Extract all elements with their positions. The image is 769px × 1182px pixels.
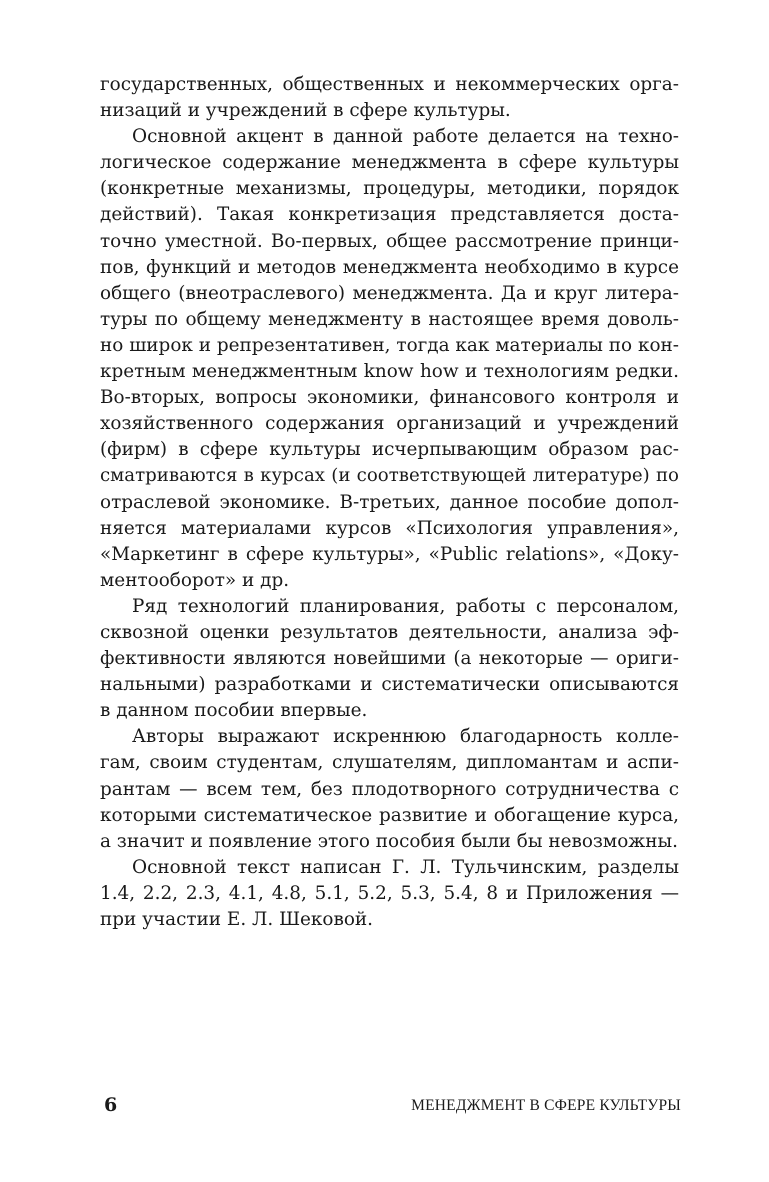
text-line: кретным менеджментным know how и технологиям редки. (100, 361, 679, 383)
text-line: сквозной оценки результатов деятельности, анализа эф- (100, 621, 679, 643)
text-line: «Маркетинг в сфере культуры», «Public relations», «Доку- (100, 543, 679, 565)
running-title: МЕНЕДЖМЕНТ В СФЕРЕ КУЛЬТУРЫ (411, 1097, 681, 1114)
text-line: (конкретные механизмы, процедуры, методики, порядок (100, 178, 679, 200)
text-line: Ряд технологий планирования, работы с персоналом, (132, 595, 679, 617)
text-line: сматриваются в курсах (и соответствующей литературе) по (100, 465, 679, 487)
page-number: 6 (104, 1094, 118, 1116)
text-line: общего (внеотраслевого) менеджмента. Да и круг литера- (100, 282, 679, 304)
text-line: логическое содержание менеджмента в сфере культуры (100, 152, 679, 174)
text-line: пов, функций и методов менеджмента необходимо в курсе (100, 256, 679, 278)
text-line: (фирм) в сфере культуры исчерпывающим образом рас- (100, 439, 679, 461)
text-line: Основной акцент в данной работе делается на техно- (132, 126, 679, 148)
text-line: Во-вторых, вопросы экономики, финансового контроля и (100, 387, 679, 409)
text-line: туры по общему менеджменту в настоящее время доволь- (100, 308, 679, 330)
text-line: которыми систематическое развитие и обогащение курса, (100, 804, 679, 826)
text-line: но широк и репрезентативен, тогда как материалы по кон- (100, 334, 679, 356)
text-line: низаций и учреждений в сфере культуры. (100, 100, 511, 122)
text-line: точно уместной. Во-первых, общее рассмотрение принци- (100, 230, 679, 252)
text-line: нальными) разработками и систематически описываются (100, 674, 679, 696)
text-line: государственных, общественных и некоммерческих орга- (100, 74, 679, 95)
text-line: 1.4, 2.2, 2.3, 4.1, 4.8, 5.1, 5.2, 5.3, 5.4, 8 и Приложения — (100, 882, 679, 904)
text-line: фективности являются новейшими (а некоторые — ориги- (100, 648, 679, 670)
text-line: при участии Е. Л. Шековой. (100, 909, 374, 930)
text-line: хозяйственного содержания организаций и учреждений (100, 413, 679, 435)
text-line: отраслевой экономике. В-третьих, данное пособие допол- (100, 491, 679, 513)
text-line: ментооборот» и др. (100, 569, 290, 591)
text-line: действий). Такая конкретизация представляется доста- (100, 204, 679, 226)
body-text (100, 72, 679, 933)
text-line: Авторы выражают искреннюю благодарность колле- (132, 726, 679, 748)
text-line: няется материалами курсов «Психология управления», (100, 517, 679, 539)
text-line: рантам — всем тем, без плодотворного сотрудничества с (100, 778, 679, 800)
text-line: гам, своим студентам, слушателям, дипломантам и аспи- (100, 752, 679, 774)
text-line: в данном пособии впервые. (100, 700, 368, 722)
text-line: а значит и появление этого пособия были бы невозможны. (100, 830, 678, 852)
text-line: Основной текст написан Г. Л. Тульчинским, разделы (132, 856, 679, 878)
